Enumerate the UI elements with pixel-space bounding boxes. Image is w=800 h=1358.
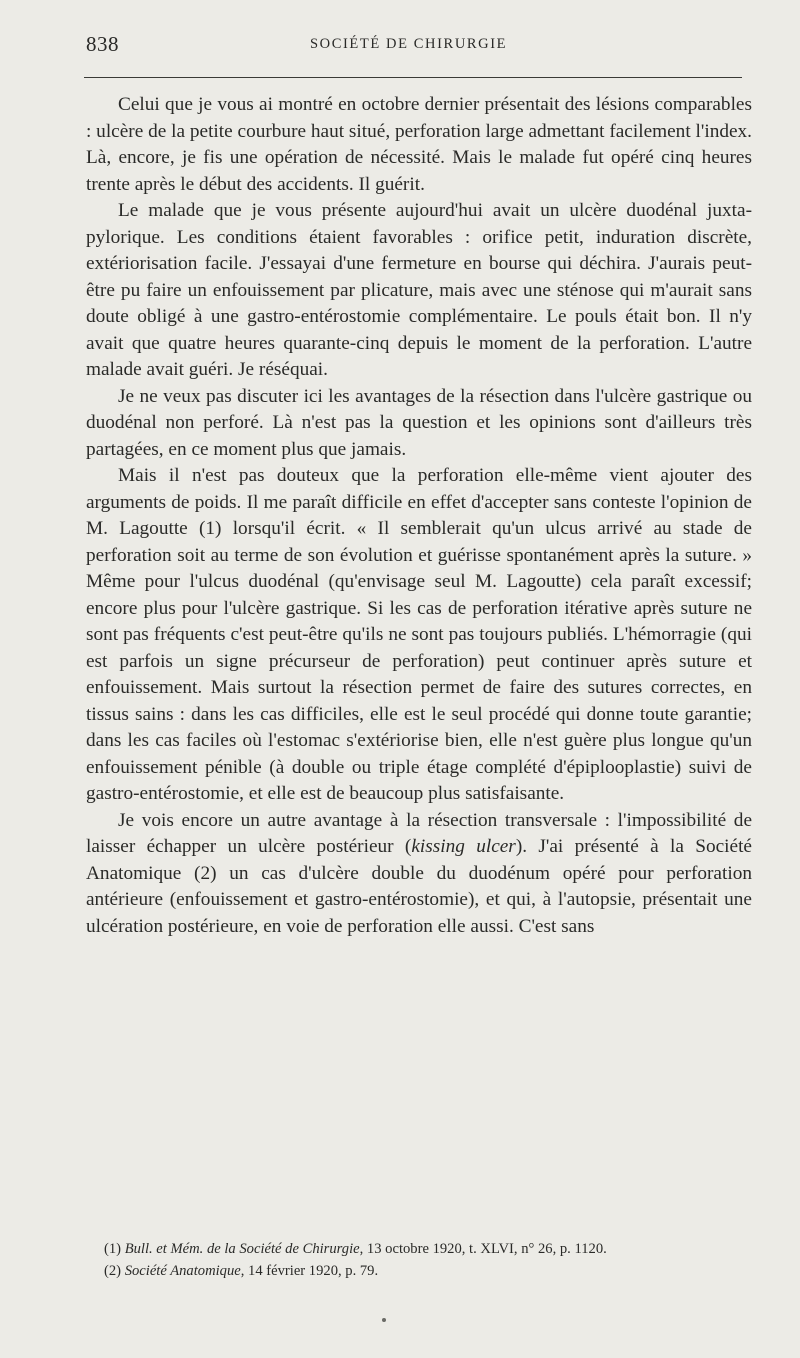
paragraph (86, 384, 752, 464)
footnote-source: Bull. et Mém. de la Société de Chirurgie (124, 1241, 360, 1257)
footnote (86, 1239, 752, 1261)
paragraph (86, 808, 752, 941)
page-number: 838 (86, 32, 119, 56)
paragraph (86, 92, 752, 198)
paragraph-text: Celui que je vous ai montré en octobre dernier présentait des lésions comparables : ulcère de la petite courbure haut situé, perforation large admettant facilement l'index. Là, encore, je fis une opération de nécessité. Mais le malade fut opéré cinq heures trente après le début des accidents. Il guérit. (86, 94, 752, 195)
body-text (86, 92, 752, 940)
paragraph-text: Je vois encore un autre avantage à la résection transversale : l'impossibilité de laisser échapper un ulcère postérieur ( (86, 809, 752, 857)
running-header (86, 32, 742, 60)
paragraph-text: Mais il n'est pas douteux que la perforation elle-même vient ajouter des arguments de poids. Il me paraît difficile en effet d'accepter sans conteste l'opinion de M. Lagoutte (1) lorsqu'il écrit. « Il semblerait qu'un ulcus arrivé au stade de perforation soit au terme de son évolution et guérisse spontanément après la suture. » Même pour l'ulcus duodénal (qu'envisage seul M. Lagoutte) cela paraît excessif; encore plus pour l'ulcère gastrique. Si les cas de perforation itérative après suture ne sont pas fréquents c'est peut-être qu'ils ne sont pas toujours publiés. L'hémorragie (qui est parfois un signe précurseur de perforation) peut continuer après suture et enfouissement. Mais surtout la résection permet de faire des sutures correctes, en tissus sains : dans les cas difficiles, elle est le seul procédé qui donne toute garantie; dans les cas faciles où l'estomac s'extériorise bien, elle n'est guère plus longue qu'un enfouissement pénible (à double ou triple étage complété d'épiplooplastie) suivi de gastro-entérostomie, et elle est de beaucoup plus satisfaisante. (86, 465, 752, 804)
page-speck (382, 1318, 386, 1322)
footnote-marker: (2) (104, 1262, 122, 1279)
italic-term: kissing ulcer (411, 836, 516, 857)
footnote-source: Société Anatomique (124, 1262, 241, 1279)
footnotes (86, 1239, 752, 1282)
paragraph-text: Je ne veux pas discuter ici les avantages de la résection dans l'ulcère gastrique ou duodénal non perforé. Là n'est pas la question et les opinions sont d'ailleurs très partagées, en ce moment plus que jamais. (86, 385, 752, 460)
paragraph (86, 198, 752, 384)
paragraph-text: ). J'ai présenté à la Société Anatomique (2) un cas d'ulcère double du duodénum opéré pour perforation antérieure (enfouissement et gastro-entérostomie), et qui, à l'autopsie, présentait une ulcération postérieure, en voie de perforation elle aussi. C'est sans (86, 836, 752, 937)
footnote-details: , 14 février 1920, p. 79. (240, 1262, 379, 1279)
paragraph (86, 463, 752, 808)
paragraph-text: Le malade que je vous présente aujourd'hui avait un ulcère duodénal juxta-pylorique. Les conditions étaient favorables : orifice petit, induration discrète, extériorisation facile. J'essayai d'une fermeture en bourse qui déchira. J'aurais peut-être pu faire un enfouissement par plicature, mais avec une sténose qui m'aurait sans doute obligé à une gastro-entérostomie complémentaire. Le pouls était bon. Il n'y avait que quatre heures quarante-cinq depuis le moment de la perforation. L'autre malade avait guéri. Je réséquai. (86, 200, 752, 380)
running-title: SOCIÉTÉ DE CHIRURGIE (310, 36, 508, 52)
footnote-marker: (1) (104, 1241, 122, 1257)
header-rule (84, 77, 742, 78)
footnote (86, 1261, 752, 1283)
footnote-details: , 13 octobre 1920, t. XLVI, n° 26, p. 1120. (359, 1241, 607, 1257)
